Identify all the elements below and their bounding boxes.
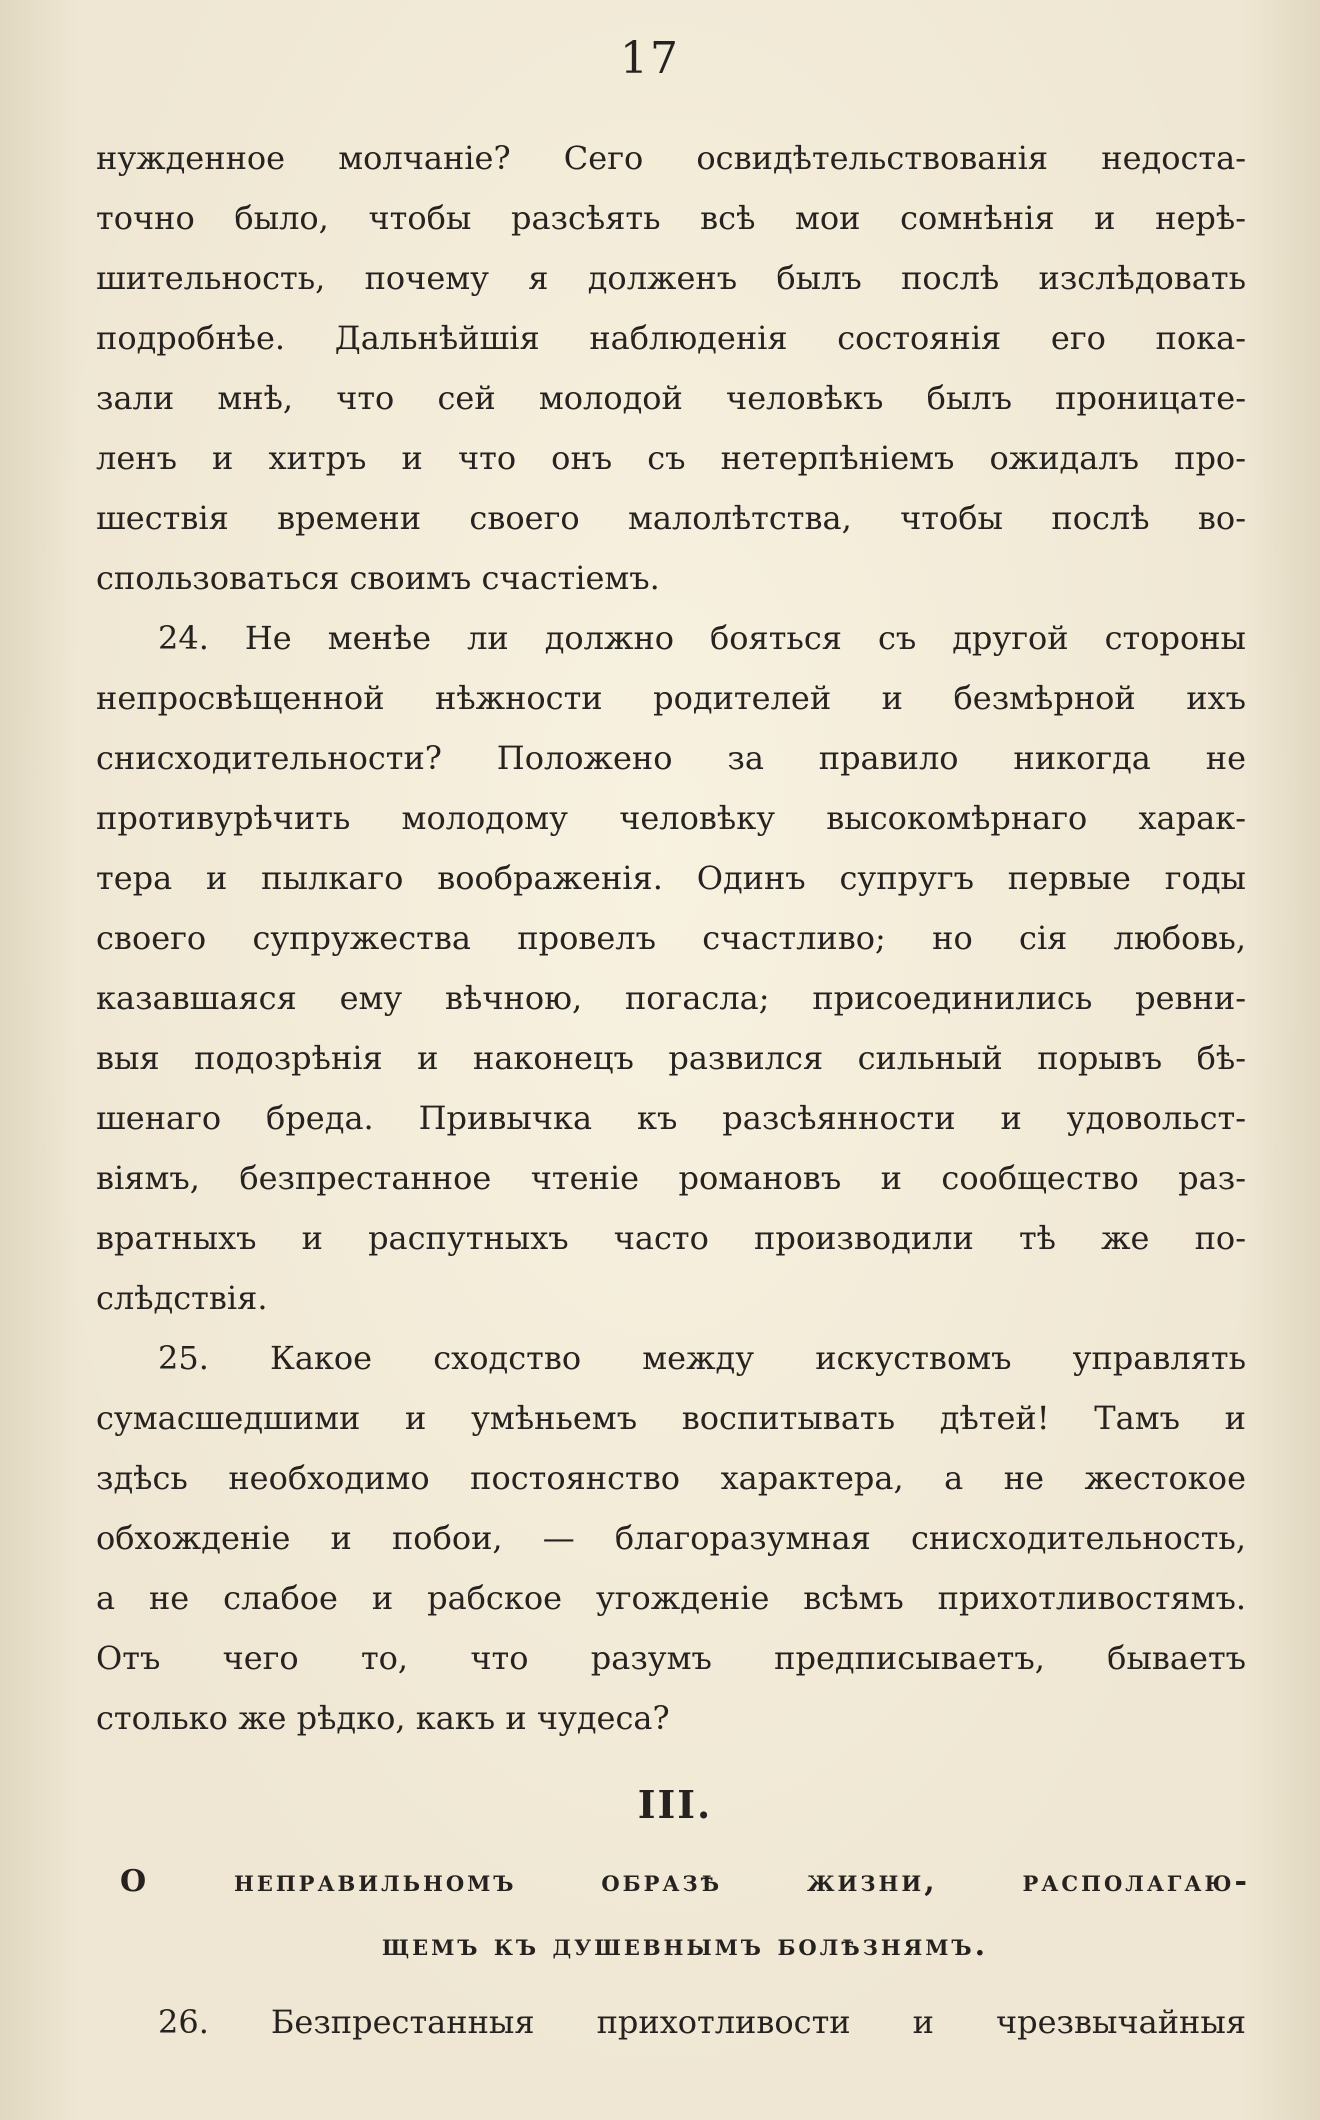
text-line: обхожденіе и побои, — благоразумная снисходительность, bbox=[96, 1519, 1246, 1557]
text-line: віямъ, безпрестанное чтеніе романовъ и сообщество раз- bbox=[96, 1159, 1246, 1197]
text-line: сумасшедшими и умѣньемъ воспитывать дѣтей! Тамъ и bbox=[96, 1399, 1246, 1437]
text-line: а не слабое и рабское угожденіе всѣмъ прихотливостямъ. bbox=[96, 1579, 1246, 1617]
paragraph-25 bbox=[96, 1328, 1246, 1748]
text-line: здѣсь необходимо постоянство характера, а не жестокое bbox=[96, 1459, 1246, 1497]
paragraph-26 bbox=[96, 1992, 1246, 2052]
text-line: подробнѣе. Дальнѣйшія наблюденія состоянія его пока- bbox=[96, 319, 1246, 357]
text-line: слѣдствія. bbox=[96, 1279, 268, 1317]
text-line: шенаго бреда. Привычка къ разсѣянности и удовольст- bbox=[96, 1099, 1246, 1137]
text-line: 25. Какое сходство между искуствомъ управлять bbox=[158, 1339, 1246, 1377]
text-line: тера и пылкаго воображенія. Одинъ супругъ первые годы bbox=[96, 859, 1246, 897]
body-text bbox=[96, 128, 1246, 1748]
page-number: 17 bbox=[620, 33, 680, 84]
text-line: ленъ и хитръ и что онъ съ нетерпѣніемъ ожидалъ про- bbox=[96, 439, 1246, 477]
text-line: шествія времени своего малолѣтства, чтобы послѣ во- bbox=[96, 499, 1246, 537]
text-line: 24. Не менѣе ли должно бояться съ другой стороны bbox=[158, 619, 1246, 657]
text-line: 26. Безпрестанныя прихотливости и чрезвычайныя bbox=[158, 2003, 1246, 2041]
text-line: своего супружества провелъ счастливо; но сія любовь, bbox=[96, 919, 1246, 957]
text-line: противурѣчить молодому человѣку высокомѣрнаго харак- bbox=[96, 799, 1246, 837]
section-heading bbox=[120, 1850, 1250, 1978]
text-line: шительность, почему я долженъ былъ послѣ изслѣдовать bbox=[96, 259, 1246, 297]
text-line: снисходительности? Положено за правило никогда не bbox=[96, 739, 1246, 777]
text-line: точно было, чтобы разсѣять всѣ мои сомнѣнія и нерѣ- bbox=[96, 199, 1246, 237]
text-line: нужденное молчаніе? Сего освидѣтельствованія недоста- bbox=[96, 139, 1246, 177]
section-numeral: III. bbox=[637, 1782, 713, 1827]
paragraph-24 bbox=[96, 608, 1246, 1328]
text-line: непросвѣщенной нѣжности родителей и безмѣрной ихъ bbox=[96, 679, 1246, 717]
section-heading-line: щемъ къ душевнымъ болѣзнямъ. bbox=[381, 1928, 989, 1963]
text-line: казавшаяся ему вѣчною, погасла; присоединились ревни- bbox=[96, 979, 1246, 1017]
paragraph-continued bbox=[96, 128, 1246, 608]
text-line: столько же рѣдко, какъ и чудеса? bbox=[96, 1699, 670, 1737]
text-line: вратныхъ и распутныхъ часто производили тѣ же по- bbox=[96, 1219, 1246, 1257]
section-heading-line: О неправильномъ образѣ жизни, располагаю- bbox=[120, 1864, 1250, 1899]
text-line: Отъ чего то, что разумъ предписываетъ, бываетъ bbox=[96, 1639, 1246, 1677]
text-line: спользоваться своимъ счастіемъ. bbox=[96, 559, 660, 597]
text-line: зали мнѣ, что сей молодой человѣкъ былъ проницате- bbox=[96, 379, 1246, 417]
text-line: выя подозрѣнія и наконецъ развился сильный порывъ бѣ- bbox=[96, 1039, 1246, 1077]
